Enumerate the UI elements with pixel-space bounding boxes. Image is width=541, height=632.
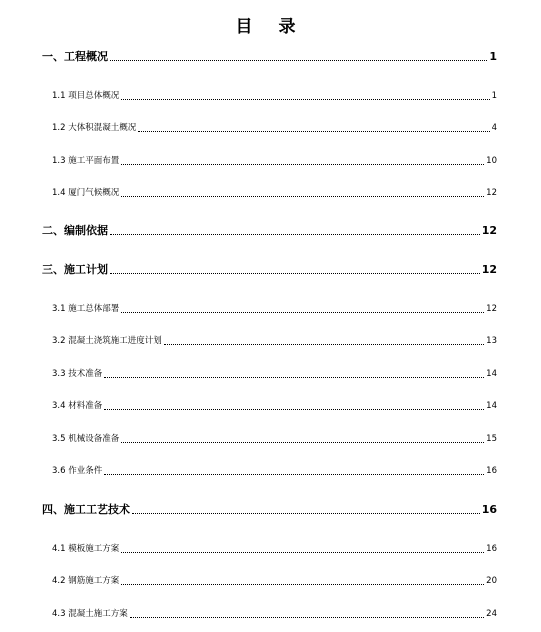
- toc-entry-page: 4: [491, 123, 497, 133]
- toc-entry-label: 四、施工工艺技术: [42, 503, 130, 516]
- toc-leader: [121, 552, 484, 553]
- toc-leader: [121, 442, 484, 443]
- toc-leader: [110, 273, 480, 274]
- toc-entry-label: 3.3 技术准备: [52, 369, 103, 379]
- toc-entry[interactable]: [52, 399, 497, 413]
- toc-entry-page: 10: [486, 156, 497, 166]
- page-title: 目 录: [235, 17, 306, 37]
- toc-entry-label: 3.1 施工总体部署: [52, 304, 120, 314]
- toc-entry-page: 14: [486, 401, 497, 411]
- toc-entry-page: 16: [481, 503, 497, 516]
- toc-entry[interactable]: [52, 432, 497, 446]
- toc-entry-label: 1.4 厦门气候概况: [52, 188, 120, 198]
- toc-entry[interactable]: [42, 263, 497, 277]
- toc-entry-label: 3.6 作业条件: [52, 466, 103, 476]
- toc-entry-page: 12: [481, 224, 497, 237]
- toc-entry[interactable]: [52, 542, 497, 556]
- toc-entry-page: 14: [486, 369, 497, 379]
- toc-entry[interactable]: [52, 464, 497, 478]
- toc-entry-label: 3.5 机械设备准备: [52, 434, 120, 444]
- toc-leader: [121, 99, 489, 100]
- toc-entry-label: 3.4 材料准备: [52, 401, 103, 411]
- toc-entry-page: 16: [486, 544, 497, 554]
- toc-entry-label: 4.3 混凝土施工方案: [52, 609, 128, 619]
- toc-entry[interactable]: [52, 367, 497, 381]
- toc-entry-page: 12: [486, 304, 497, 314]
- toc-entry[interactable]: [52, 334, 497, 348]
- toc-entry[interactable]: [52, 302, 497, 316]
- toc-entry[interactable]: [52, 574, 497, 588]
- toc-leader: [121, 584, 484, 585]
- toc-entry-page: 24: [486, 609, 497, 619]
- toc-entry[interactable]: [52, 121, 497, 135]
- toc-leader: [104, 474, 484, 475]
- toc-leader: [121, 196, 484, 197]
- toc-entry-label: 1.3 施工平面布置: [52, 156, 120, 166]
- toc-leader: [121, 164, 484, 165]
- toc-leader: [110, 60, 487, 61]
- toc-entry[interactable]: [52, 89, 497, 103]
- toc-leader: [121, 312, 484, 313]
- toc-leader: [130, 617, 484, 618]
- toc-entry-label: 4.1 模板施工方案: [52, 544, 120, 554]
- toc-entry-label: 一、工程概况: [42, 50, 108, 63]
- toc-entry-label: 3.2 混凝土浇筑施工进度计划: [52, 336, 162, 346]
- toc-entry-page: 15: [486, 434, 497, 444]
- toc-entry-page: 13: [486, 336, 497, 346]
- toc-leader: [132, 513, 480, 514]
- toc-entry[interactable]: [52, 607, 497, 621]
- toc-entry-label: 三、施工计划: [42, 263, 108, 276]
- toc-entry[interactable]: [52, 154, 497, 168]
- toc-leader: [164, 344, 484, 345]
- toc-leader: [138, 131, 489, 132]
- toc-entry-label: 4.2 钢筋施工方案: [52, 576, 120, 586]
- toc-entry-page: 1: [489, 50, 497, 63]
- toc-leader: [104, 377, 484, 378]
- toc-entry-page: 12: [486, 188, 497, 198]
- toc-entry-page: 16: [486, 466, 497, 476]
- toc-entry[interactable]: [42, 50, 497, 64]
- toc-entry[interactable]: [42, 224, 497, 238]
- toc-entry-page: 12: [481, 263, 497, 276]
- toc-leader: [104, 409, 484, 410]
- toc-entry[interactable]: [52, 186, 497, 200]
- toc-entry-label: 二、编制依据: [42, 224, 108, 237]
- toc-entry[interactable]: [42, 503, 497, 517]
- toc-leader: [110, 234, 480, 235]
- toc-entry-label: 1.2 大体积混凝土概况: [52, 123, 137, 133]
- toc-entry-page: 1: [491, 91, 497, 101]
- toc-entry-page: 20: [486, 576, 497, 586]
- toc-entry-label: 1.1 项目总体概况: [52, 91, 120, 101]
